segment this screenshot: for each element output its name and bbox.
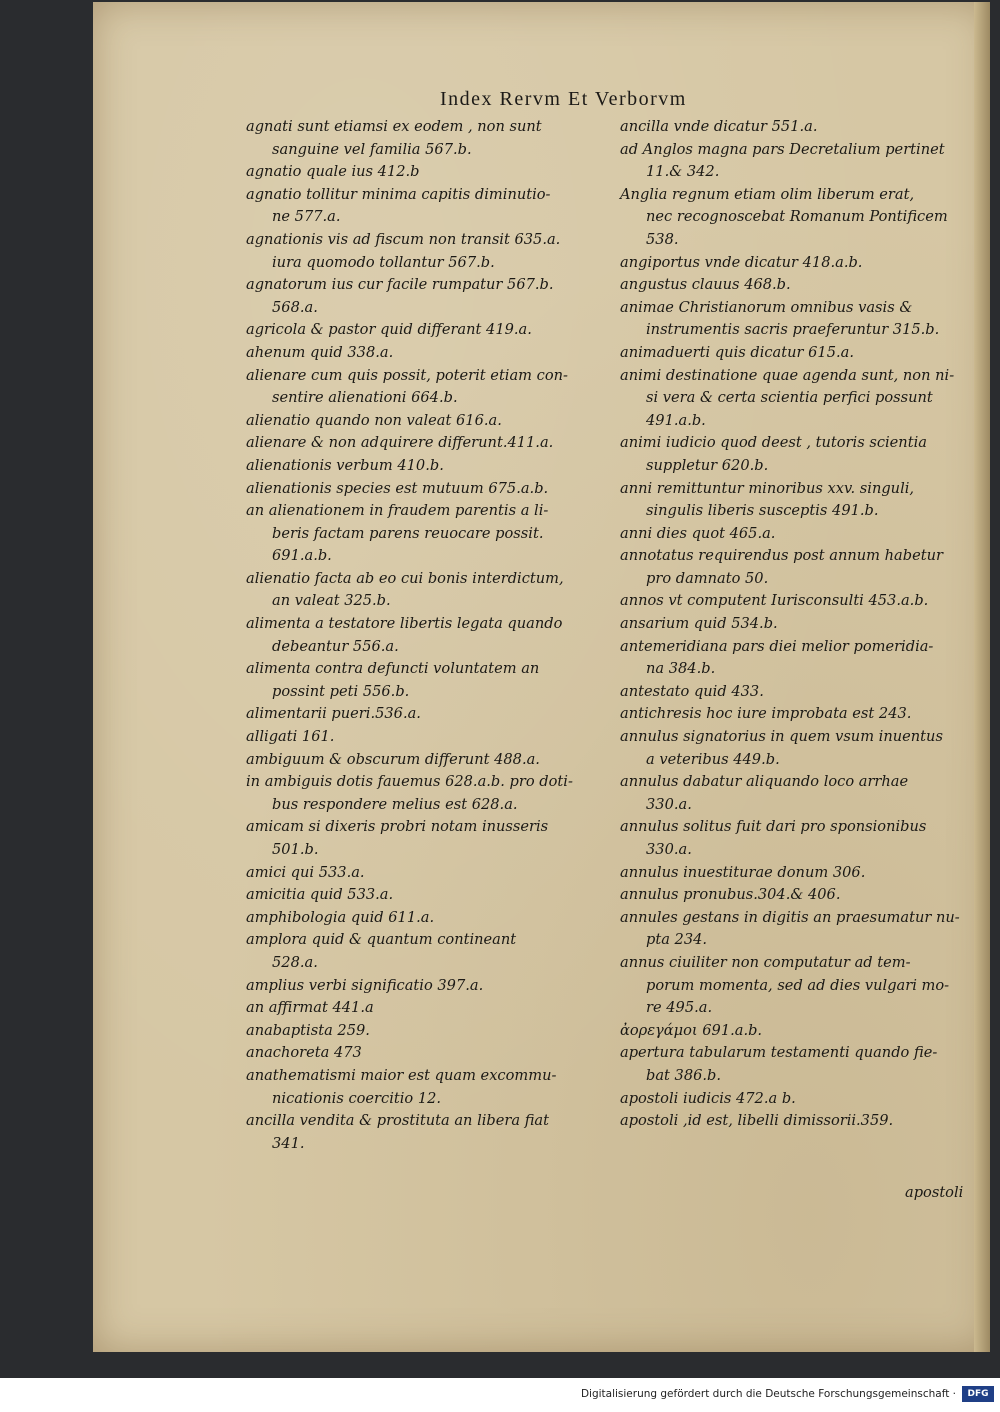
index-entry-line: ne 577.a. xyxy=(272,208,341,226)
index-entry-line: angustus clauus 468.b. xyxy=(620,276,791,294)
index-entry-line: sentire alienationi 664.b. xyxy=(272,389,458,407)
index-entry-line: annus ciuiliter non computatur ad tem- xyxy=(620,953,911,971)
index-entry-line: nec recognoscebat Romanum Pontificem xyxy=(646,208,948,226)
index-entry-line: nicationis coercitio 12. xyxy=(272,1089,442,1107)
index-entry-line: an valeat 325.b. xyxy=(272,592,391,610)
index-entry-line: antestato quid 433. xyxy=(620,682,764,700)
index-entry-line: pta 234. xyxy=(646,931,708,949)
index-entry-line: annulus solitus fuit dari pro sponsionibus xyxy=(620,818,927,836)
index-entry-line: alienare cum quis possit, poterit etiam con- xyxy=(246,366,568,384)
index-entry-line: amicitia quid 533.a. xyxy=(246,886,394,904)
index-entry-line: agnationis vis ad fiscum non transit 635.a. xyxy=(246,230,561,248)
index-entry-line: amplora quid & quantum contineant xyxy=(246,931,517,949)
index-entry-line: instrumentis sacris praeferuntur 315.b. xyxy=(646,321,940,339)
index-entry-line: re 495.a. xyxy=(646,999,713,1017)
index-entry-line: 528.a. xyxy=(272,953,318,971)
index-entry-line: 330.a. xyxy=(646,795,692,813)
index-entry-line: alienationis species est mutuum 675.a.b. xyxy=(246,479,549,497)
index-entry-line: ancilla vendita & prostituta an libera fiat xyxy=(246,1112,549,1130)
index-entry-line: an affirmat 441.a xyxy=(246,999,374,1017)
index-entry-line: agricola & pastor quid differant 419.a. xyxy=(246,321,532,339)
footer-bar xyxy=(0,1378,1000,1412)
index-entry-line: porum momenta, sed ad dies vulgari mo- xyxy=(646,976,950,994)
index-entry-line: antemeridiana pars diei melior pomeridia- xyxy=(620,637,934,655)
index-entry-line: 538. xyxy=(646,230,679,248)
index-entry-line: animi iudicio quod deest , tutoris scientia xyxy=(620,434,927,452)
index-column-right xyxy=(620,116,980,1133)
index-entry-line: possint peti 556.b. xyxy=(272,682,410,700)
index-entry-line: 568.a. xyxy=(272,298,318,316)
index-entry-line: iura quomodo tollantur 567.b. xyxy=(272,253,495,271)
index-entry-line: ἀορεγάμοι 691.a.b. xyxy=(620,1021,763,1039)
index-entry-line: angiportus vnde dicatur 418.a.b. xyxy=(620,253,863,271)
index-entry-line: alligati 161. xyxy=(246,728,335,746)
index-entry-line: beris factam parens reuocare possit. xyxy=(272,524,544,542)
index-entry-line: a veteribus 449.b. xyxy=(646,750,780,768)
index-entry-line: apertura tabularum testamenti quando fie- xyxy=(620,1044,938,1062)
index-entry-line: si vera & certa scientia perfici possunt xyxy=(646,389,933,407)
running-header: Index Rervm Et Verborvm xyxy=(440,88,687,110)
index-entry-line: anni dies quot 465.a. xyxy=(620,524,776,542)
index-entry-line: in ambiguis dotis fauemus 628.a.b. pro doti- xyxy=(246,773,573,791)
index-entry-line: suppletur 620.b. xyxy=(646,456,769,474)
index-entry-line: debeantur 556.a. xyxy=(272,637,399,655)
index-entry-line: alimenta a testatore libertis legata quando xyxy=(246,615,563,633)
index-entry-line: amphibologia quid 611.a. xyxy=(246,908,435,926)
index-entry-line: alimenta contra defuncti voluntatem an xyxy=(246,660,540,678)
index-entry-line: 501.b. xyxy=(272,841,319,858)
index-entry-line: alienare & non adquirere differunt.411.a. xyxy=(246,434,554,452)
index-entry-line: ad Anglos magna pars Decretalium pertinet xyxy=(620,140,945,158)
index-entry-line: 341. xyxy=(272,1134,305,1152)
index-entry-line: anathematismi maior est quam excommu- xyxy=(246,1066,557,1084)
index-entry-line: ambiguum & obscurum differunt 488.a. xyxy=(246,750,540,768)
index-entry-line: annulus pronubus.304.& 406. xyxy=(620,886,841,904)
index-entry-line: anabaptista 259. xyxy=(246,1021,370,1039)
index-entry-line: pro damnato 50. xyxy=(646,569,769,587)
index-entry-line: anachoreta 473 xyxy=(246,1044,362,1062)
index-entry-line: Anglia regnum etiam olim liberum erat, xyxy=(620,185,915,203)
index-entry-line: singulis liberis susceptis 491.b. xyxy=(646,502,879,520)
index-entry-line: amplius verbi significatio 397.a. xyxy=(246,976,484,994)
index-entry-line: an alienationem in fraudem parentis a li- xyxy=(246,502,549,520)
index-entry-line: agnati sunt etiamsi ex eodem , non sunt xyxy=(246,118,542,135)
index-entry-line: bat 386.b. xyxy=(646,1066,722,1084)
index-entry-line: agnatio quale ius 412.b xyxy=(246,163,420,181)
index-entry-line: amici qui 533.a. xyxy=(246,863,365,881)
index-entry-line: annos vt computent Iurisconsulti 453.a.b. xyxy=(620,592,929,610)
index-entry-line: antichresis hoc iure improbata est 243. xyxy=(620,705,912,723)
catchword: apostoli xyxy=(905,1184,964,1201)
index-entry-line: anni remittuntur minoribus xxv. singuli, xyxy=(620,479,915,497)
index-entry-line: amicam si dixeris probri notam inusseris xyxy=(246,818,549,836)
index-entry-line: apostoli iudicis 472.a b. xyxy=(620,1089,796,1107)
index-entry-line: sanguine vel familia 567.b. xyxy=(272,140,472,158)
funding-note: Digitalisierung gefördert durch die Deutsche Forschungsgemeinschaft · xyxy=(580,1388,956,1400)
index-column-left xyxy=(246,116,606,1155)
index-entry-line: animaduerti quis dicatur 615.a. xyxy=(620,343,854,361)
index-entry-line: alienatio quando non valeat 616.a. xyxy=(246,411,502,429)
index-entry-line: alienatio facta ab eo cui bonis interdictum, xyxy=(246,569,564,587)
index-entry-line: 491.a.b. xyxy=(646,411,706,429)
index-entry-line: ahenum quid 338.a. xyxy=(246,343,394,361)
index-entry-line: ansarium quid 534.b. xyxy=(620,615,778,633)
index-entry-line: 691.a.b. xyxy=(272,547,332,565)
index-entry-line: na 384.b. xyxy=(646,660,716,678)
index-entry-line: agnatio tollitur minima capitis diminutio- xyxy=(246,185,551,203)
index-entry-line: annules gestans in digitis an praesumatur nu- xyxy=(620,908,960,926)
index-entry-line: apostoli ,id est, libelli dimissorii.359. xyxy=(620,1112,894,1130)
index-entry-line: animi destinatione quae agenda sunt, non ni- xyxy=(620,366,955,384)
index-entry-line: bus respondere melius est 628.a. xyxy=(272,795,518,813)
index-entry-line: 11.& 342. xyxy=(646,163,720,181)
index-entry-line: animae Christianorum omnibus vasis & xyxy=(620,298,913,316)
index-entry-line: alienationis verbum 410.b. xyxy=(246,456,444,474)
index-entry-line: ancilla vnde dicatur 551.a. xyxy=(620,118,818,135)
index-entry-line: annulus inuestiturae donum 306. xyxy=(620,863,866,881)
index-entry-line: alimentarii pueri.536.a. xyxy=(246,705,421,723)
index-entry-line: annotatus requirendus post annum habetur xyxy=(620,547,943,565)
index-entry-line: annulus dabatur aliquando loco arrhae xyxy=(620,773,909,791)
index-entry-line: 330.a. xyxy=(646,841,692,858)
dfg-logo: DFG xyxy=(962,1386,994,1402)
index-entry-line: annulus signatorius in quem vsum inuentus xyxy=(620,728,943,746)
index-entry-line: agnatorum ius cur facile rumpatur 567.b. xyxy=(246,276,554,294)
